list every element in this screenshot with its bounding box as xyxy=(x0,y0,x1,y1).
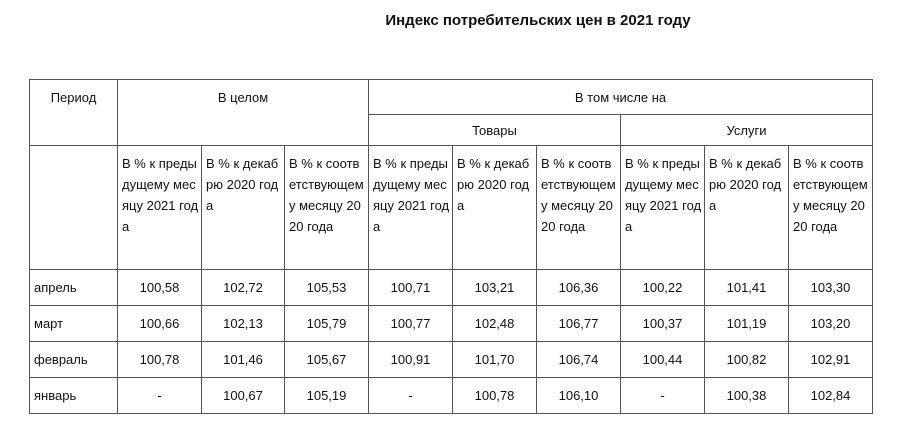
column-header: В % к предыдущему месяцу 2021 года xyxy=(621,146,705,270)
table-cell: 100,78 xyxy=(118,342,202,378)
table-row xyxy=(30,270,873,306)
page-title: Индекс потребительских цен в 2021 году xyxy=(385,12,691,29)
table-cell: 100,82 xyxy=(705,342,789,378)
column-header: В % к соответствующему месяцу 2020 года xyxy=(789,146,873,270)
column-header: В % к предыдущему месяцу 2021 года xyxy=(369,146,453,270)
table-cell: 105,79 xyxy=(285,306,369,342)
table-cell: 102,72 xyxy=(202,270,285,306)
table-cell: 103,30 xyxy=(789,270,873,306)
table-cell: 100,67 xyxy=(202,378,285,414)
table-row xyxy=(30,342,873,378)
header-including: В том числе на xyxy=(369,80,873,115)
column-header: В % к соответствующему месяцу 2020 года xyxy=(285,146,369,270)
row-period: март xyxy=(30,306,118,342)
table-cell: 102,91 xyxy=(789,342,873,378)
table-cell: 102,48 xyxy=(453,306,537,342)
table-cell: 105,53 xyxy=(285,270,369,306)
header-empty-cell xyxy=(30,146,118,270)
table-cell: 100,58 xyxy=(118,270,202,306)
column-header: В % к предыдущему месяцу 2021 года xyxy=(118,146,202,270)
table-cell: 100,91 xyxy=(369,342,453,378)
table-row xyxy=(30,378,873,414)
table-cell: 103,21 xyxy=(453,270,537,306)
column-header: В % к соответствующему месяцу 2020 года xyxy=(537,146,621,270)
table-cell: - xyxy=(118,378,202,414)
column-header: В % к декабрю 2020 года xyxy=(453,146,537,270)
table-cell: - xyxy=(369,378,453,414)
table-cell: 102,13 xyxy=(202,306,285,342)
table-row xyxy=(30,306,873,342)
table-cell: 100,78 xyxy=(453,378,537,414)
column-header: В % к декабрю 2020 года xyxy=(202,146,285,270)
table-cell: 100,71 xyxy=(369,270,453,306)
row-period: апрель xyxy=(30,270,118,306)
table-cell: 106,36 xyxy=(537,270,621,306)
table-cell: 102,84 xyxy=(789,378,873,414)
table-cell: 101,41 xyxy=(705,270,789,306)
table-cell: 101,46 xyxy=(202,342,285,378)
table-cell: 100,77 xyxy=(369,306,453,342)
header-services: Услуги xyxy=(621,115,873,146)
header-overall: В целом xyxy=(118,80,369,146)
table-cell: 100,38 xyxy=(705,378,789,414)
column-header: В % к декабрю 2020 года xyxy=(705,146,789,270)
table-cell: 100,66 xyxy=(118,306,202,342)
table-cell: 101,70 xyxy=(453,342,537,378)
table-cell: 105,67 xyxy=(285,342,369,378)
table-cell: 101,19 xyxy=(705,306,789,342)
table-cell: 106,10 xyxy=(537,378,621,414)
table-cell: 100,44 xyxy=(621,342,705,378)
table-cell: 103,20 xyxy=(789,306,873,342)
table-cell: 106,77 xyxy=(537,306,621,342)
header-period: Период xyxy=(30,80,118,146)
table-cell: 106,74 xyxy=(537,342,621,378)
header-goods: Товары xyxy=(369,115,621,146)
table-cell: 105,19 xyxy=(285,378,369,414)
row-period: февраль xyxy=(30,342,118,378)
cpi-table xyxy=(29,79,873,414)
table-cell: - xyxy=(621,378,705,414)
table-cell: 100,22 xyxy=(621,270,705,306)
table-cell: 100,37 xyxy=(621,306,705,342)
row-period: январь xyxy=(30,378,118,414)
